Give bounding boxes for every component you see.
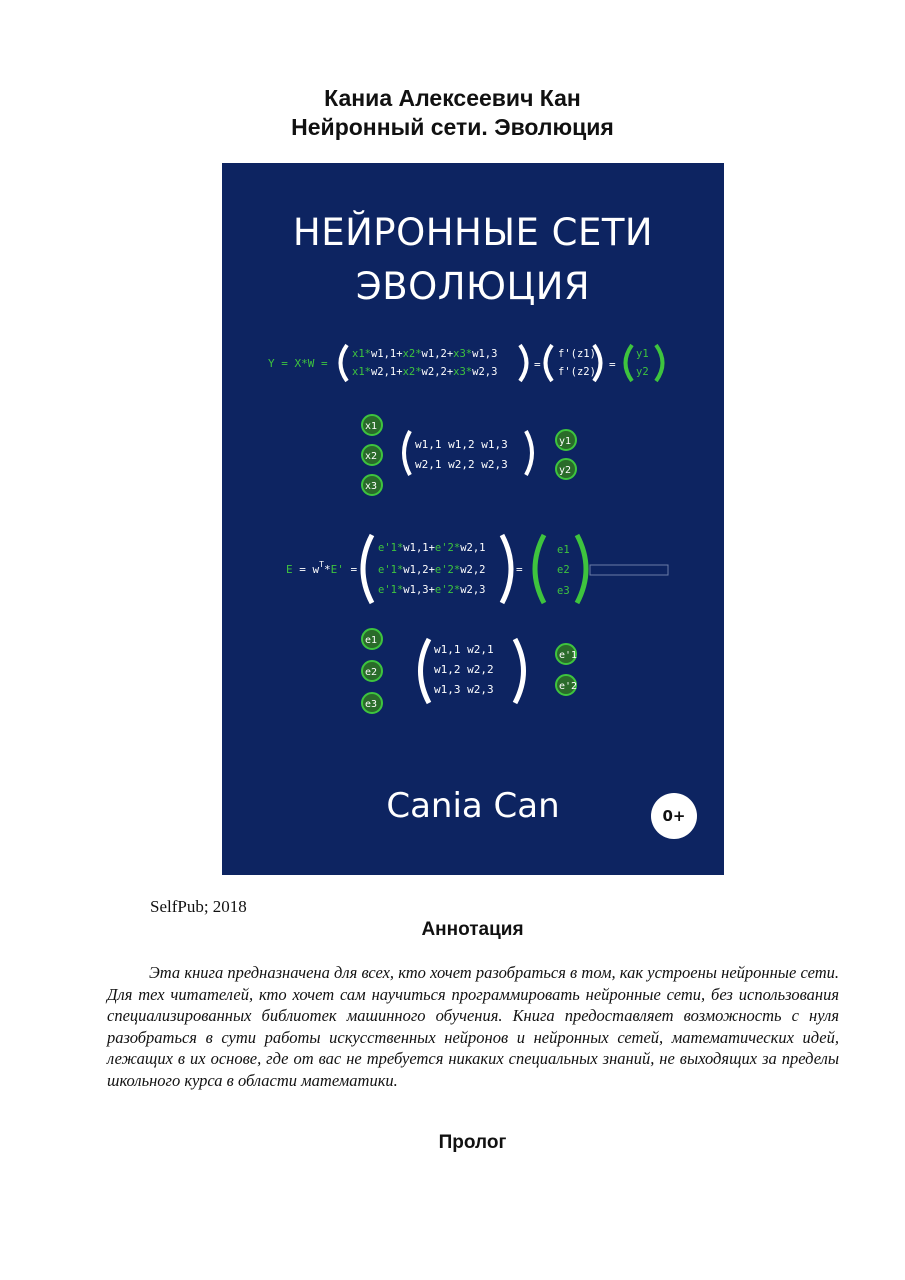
cover-title-line1: НЕЙРОННЫЕ СЕТИ: [292, 211, 654, 254]
book-title: Нейронный сети. Эволюция: [291, 114, 614, 140]
svg-text:e'1: e'1: [559, 650, 578, 661]
svg-text:e2: e2: [557, 564, 570, 576]
svg-text:=: =: [516, 563, 523, 576]
svg-text:x1: x1: [365, 421, 378, 432]
annotation-text: Эта книга предназначена для всех, кто хочет разобраться в том, как устроены нейронные сети. Для тех читателей, кто хочет сам научиться программировать нейронные сети, без использования специализированных библиотек машинного обучения. Книга предоставляет возможность с нуля разобраться в сути работы искусственных нейронов и нейронных сетей, математических идей, лежащих в их основе, где от вас не требуется никаких специальных знаний, не выходящих за пределы школьного курса в области математики.: [107, 963, 839, 1090]
svg-text:e3: e3: [557, 585, 570, 597]
svg-text:f'(z1): f'(z1): [558, 348, 596, 360]
network-diagram-2: [362, 629, 577, 713]
svg-text:x3: x3: [365, 481, 378, 492]
formula-error-backprop: [286, 535, 668, 603]
svg-text:w1,1 w1,2 w1,3: w1,1 w1,2 w1,3: [415, 438, 508, 451]
svg-text:E = wT*E' =: $E = w^T*E'$ =: [286, 560, 358, 576]
svg-text:x1*w2,1+x2*w2,2+x3*w2,3: x1*w2,1+x2*w2,2+x3*w2,3: [352, 366, 498, 378]
formula-forward-pass: [268, 345, 663, 381]
svg-text:f'(z2): f'(z2): [558, 366, 596, 378]
svg-text:w1,3 w2,3: w1,3 w2,3: [434, 683, 494, 696]
svg-text:w1,1 w2,1: w1,1 w2,1: [434, 643, 494, 656]
svg-text:y1: y1: [636, 348, 649, 360]
svg-text:e'2: e'2: [559, 681, 578, 692]
age-rating-badge: 0+: [651, 793, 697, 839]
svg-text:w1,2 w2,2: w1,2 w2,2: [434, 663, 494, 676]
svg-text:=: =: [534, 358, 541, 371]
publisher-year: SelfPub; 2018: [150, 897, 247, 916]
cover-formula-illustration: [222, 163, 724, 875]
svg-text:e1: e1: [557, 544, 570, 556]
svg-text:e1: e1: [365, 635, 378, 646]
svg-text:e3: e3: [365, 699, 378, 710]
book-cover-image: [222, 163, 724, 875]
svg-text:Y = X*W =: Y = X*W =: [268, 357, 328, 370]
svg-text:=: =: [609, 358, 616, 371]
svg-text:x2: x2: [365, 451, 378, 462]
svg-text:e'1*w1,1+e'2*w2,1: e'1*w1,1+e'2*w2,1: [378, 542, 486, 554]
author-name: Каниа Алексеевич Кан: [324, 85, 581, 111]
svg-text:y2: y2: [636, 366, 649, 378]
svg-text:y1: y1: [559, 436, 572, 447]
prolog-heading: Пролог: [438, 1132, 507, 1153]
svg-text:x1*w1,1+x2*w1,2+x3*w1,3: x1*w1,1+x2*w1,2+x3*w1,3: [352, 348, 498, 360]
svg-text:e2: e2: [365, 667, 378, 678]
svg-text:y2: y2: [559, 465, 572, 476]
svg-text:e'1*w1,2+e'2*w2,2: e'1*w1,2+e'2*w2,2: [378, 564, 486, 576]
svg-text:w2,1 w2,2 w2,3: w2,1 w2,2 w2,3: [415, 458, 508, 471]
annotation-heading: Аннотация: [421, 919, 524, 940]
cover-author-name: Cania Can: [386, 786, 560, 826]
svg-text:e'1*w1,3+e'2*w2,3: e'1*w1,3+e'2*w2,3: [378, 584, 486, 596]
network-diagram-1: [362, 415, 576, 495]
cover-title-line2: ЭВОЛЮЦИЯ: [355, 265, 591, 308]
